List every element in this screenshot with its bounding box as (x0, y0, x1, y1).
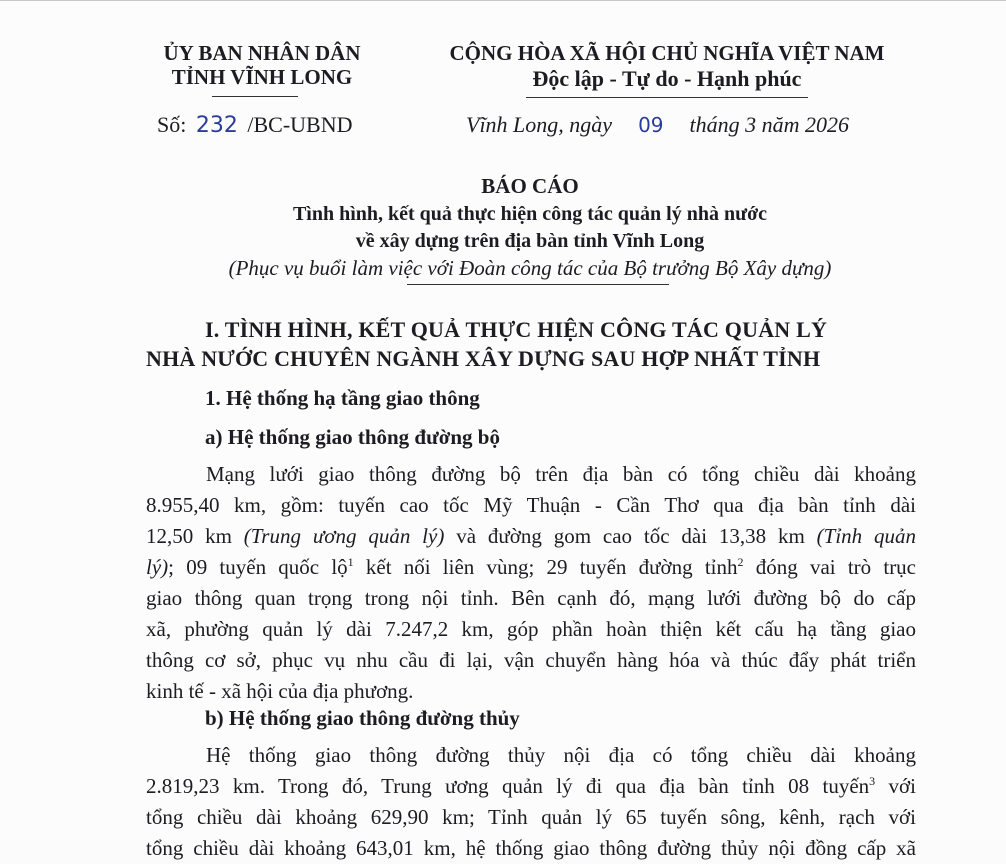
text-run-italic: lý) (146, 555, 169, 579)
issuing-authority-line1: ỦY BAN NHÂN DÂN (163, 41, 361, 65)
title-underline (407, 284, 669, 285)
doc-number-suffix: /BC-UBND (247, 112, 353, 137)
footnote-ref-2[interactable]: 2 (737, 555, 744, 569)
national-motto: Độc lập - Tự do - Hạnh phúc (532, 66, 802, 91)
text-line: thông cơ sở, phục vụ nhu cầu đi lại, vận chuyển hàng hóa và thúc đẩy phát triển (146, 648, 916, 672)
section-heading-I-line2: NHÀ NƯỚC CHUYÊN NGÀNH XÂY DỰNG SAU HỢP NHẤT TỈNH (146, 346, 821, 371)
text-run: 12,50 km (146, 524, 232, 548)
section-heading-I-line1: I. TÌNH HÌNH, KẾT QUẢ THỰC HIỆN CÔNG TÁC QUẢN LÝ (205, 317, 828, 342)
text-line-partial: tổng chiều dài khoảng 643,01 km, hệ thống giao thông đường thủy nội đồng cấp xã (146, 836, 916, 860)
paragraph-road-network (146, 459, 916, 707)
document-number (157, 112, 352, 138)
text-run: ; 09 tuyến quốc lộ (168, 555, 348, 579)
place-prefix: Vĩnh Long, ngày (466, 112, 613, 137)
national-title: CỘNG HÒA XÃ HỘI CHỦ NGHĨA VIỆT NAM (449, 41, 885, 65)
section-heading-1: 1. Hệ thống hạ tầng giao thông (205, 386, 480, 410)
doc-number-prefix: Số: (157, 112, 187, 137)
text-line: 8.955,40 km, gồm: tuyến cao tốc Mỹ Thuận - Cần Thơ qua địa bàn tỉnh dài (146, 493, 916, 517)
issuing-authority-line2: TỈNH VĨNH LONG (171, 65, 353, 89)
text-line: tổng chiều dài khoảng 629,90 km; Tỉnh quản lý 65 tuyến sông, kênh, rạch với (146, 805, 916, 829)
text-run: đóng vai trò trục (743, 555, 917, 579)
section-heading-a: a) Hệ thống giao thông đường bộ (205, 425, 500, 449)
text-line: kinh tế - xã hội của địa phương. (146, 679, 414, 703)
authority-underline (212, 96, 298, 97)
text-line: Hệ thống giao thông đường thủy nội địa có tổng chiều dài khoảng (206, 743, 916, 767)
motto-underline (526, 97, 808, 98)
text-run: kết nối liên vùng; 29 tuyến đường tỉnh (353, 555, 738, 579)
report-subject-line1: Tình hình, kết quả thực hiện công tác quản lý nhà nước (292, 203, 768, 225)
document-type-title: BÁO CÁO (481, 174, 579, 198)
text-line: giao thông quan trọng trong nội tỉnh. Bên cạnh đó, mạng lưới đường bộ do cấp (146, 586, 916, 610)
footnote-ref-1[interactable]: 1 (347, 555, 354, 569)
text-line (146, 521, 916, 552)
text-line: Mạng lưới giao thông đường bộ trên địa bàn có tổng chiều dài khoảng (206, 462, 916, 486)
paragraph-waterway-network (146, 740, 916, 864)
text-run: và đường gom cao tốc dài 13,38 km (456, 524, 805, 548)
date-suffix: tháng 3 năm 2026 (689, 112, 850, 137)
place-date (466, 112, 849, 138)
report-purpose: (Phục vụ buổi làm việc với Đoàn công tác của Bộ trưởng Bộ Xây dựng) (228, 256, 832, 280)
text-run-italic: (Tỉnh quản (816, 524, 917, 548)
doc-number-handwritten: 232 (195, 113, 238, 138)
text-line: xã, phường quản lý dài 7.247,2 km, góp phần hoàn thiện kết cấu hạ tầng giao (146, 617, 916, 641)
text-run-italic: (Trung ương quản lý) (243, 524, 445, 548)
text-run: với (875, 774, 916, 798)
footnote-ref-3[interactable]: 3 (869, 774, 876, 788)
text-line (146, 771, 916, 802)
text-run: 2.819,23 km. Trong đó, Trung ương quản lý đi qua địa bàn tỉnh 08 tuyến (146, 774, 870, 798)
report-subject-line2: về xây dựng trên địa bàn tỉnh Vĩnh Long (355, 230, 705, 252)
text-line (146, 552, 916, 583)
day-handwritten: 09 (638, 113, 664, 137)
section-heading-b: b) Hệ thống giao thông đường thủy (205, 706, 520, 730)
